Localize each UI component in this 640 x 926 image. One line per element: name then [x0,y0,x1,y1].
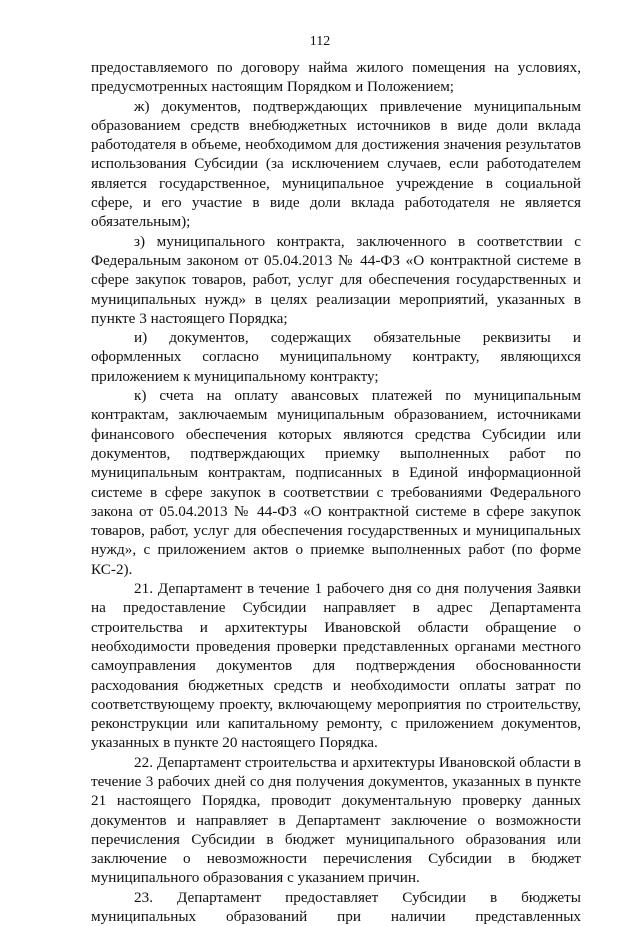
document-body [91,58,581,926]
paragraph-item-k: к) счета на оплату авансовых платежей по муниципальным контрактам, заключаемым муниципальным образованием, источниками финансового обеспечения которых являются средства Субсидии или документов, подтверждающих приемку выполненных работ по муниципальным контрактам, подписанных в Единой информационной системе в сфере закупок в соответствии с требованиями Федерального закона от 05.04.2013 № 44-ФЗ «О контрактной системе в сфере закупок товаров, работ, услуг для обеспечения государственных и муниципальных нужд», с приложением актов о приемке выполненных работ (по форме КС-2). [91,387,581,578]
page-number: 112 [309,34,331,49]
paragraph-continuation: предоставляемого по договору найма жилого помещения на условиях, предусмотренных настоящим Порядком и Положением; [91,59,581,96]
paragraph-21: 21. Департамент в течение 1 рабочего дня со дня получения Заявки на предоставление Субсидии направляет в адрес Департамента строительства и архитектуры Ивановской области обращение о необходимости проведения проверки представленных органами местного самоуправления документов для подтверждения обоснованности расходования бюджетных средств и необходимости оплаты затрат по соответствующему проекту, включающему мероприятия по строительству, реконструкции или капитальному ремонту, с приложением документов, указанных в пункте 20 настоящего Порядка. [91,580,581,752]
paragraph-item-zh: ж) документов, подтверждающих привлечение муниципальным образованием средств внебюджетных источников в виде доли вклада работодателя в объеме, необходимом для достижения значения результатов использования Субсидии (за исключением случаев, если работодателем является государственное, муниципальное учреждение в социальной сфере, и его участие в виде доли вклада работодателя не является обязательным); [91,97,581,231]
paragraph-22: 22. Департамент строительства и архитектуры Ивановской области в течение 3 рабочих дней со дня получения документов, указанных в пункте 21 настоящего Порядка, проводит документальную проверку данных документов и направляет в Департамент заключение о возможности перечисления Субсидии в бюджет муниципального образования или заключение о невозможности перечисления Субсидии в бюджет муниципального образования с указанием причин. [91,753,581,887]
paragraph-23: 23. Департамент предоставляет Субсидии в бюджеты муниципальных образований при наличии представленных [91,888,581,926]
paragraph-item-i: и) документов, содержащих обязательные реквизиты и оформленных согласно муниципальному контракту, являющихся приложением к муниципальному контракту; [91,329,581,385]
paragraph-item-z: з) муниципального контракта, заключенного в соответствии с Федеральным законом от 05.04.2013 № 44-ФЗ «О контрактной системе в сфере закупок товаров, работ, услуг для обеспечения государственных и муниципальных нужд» в целях реализации мероприятий, указанных в пункте 3 настоящего Порядка; [91,232,581,327]
